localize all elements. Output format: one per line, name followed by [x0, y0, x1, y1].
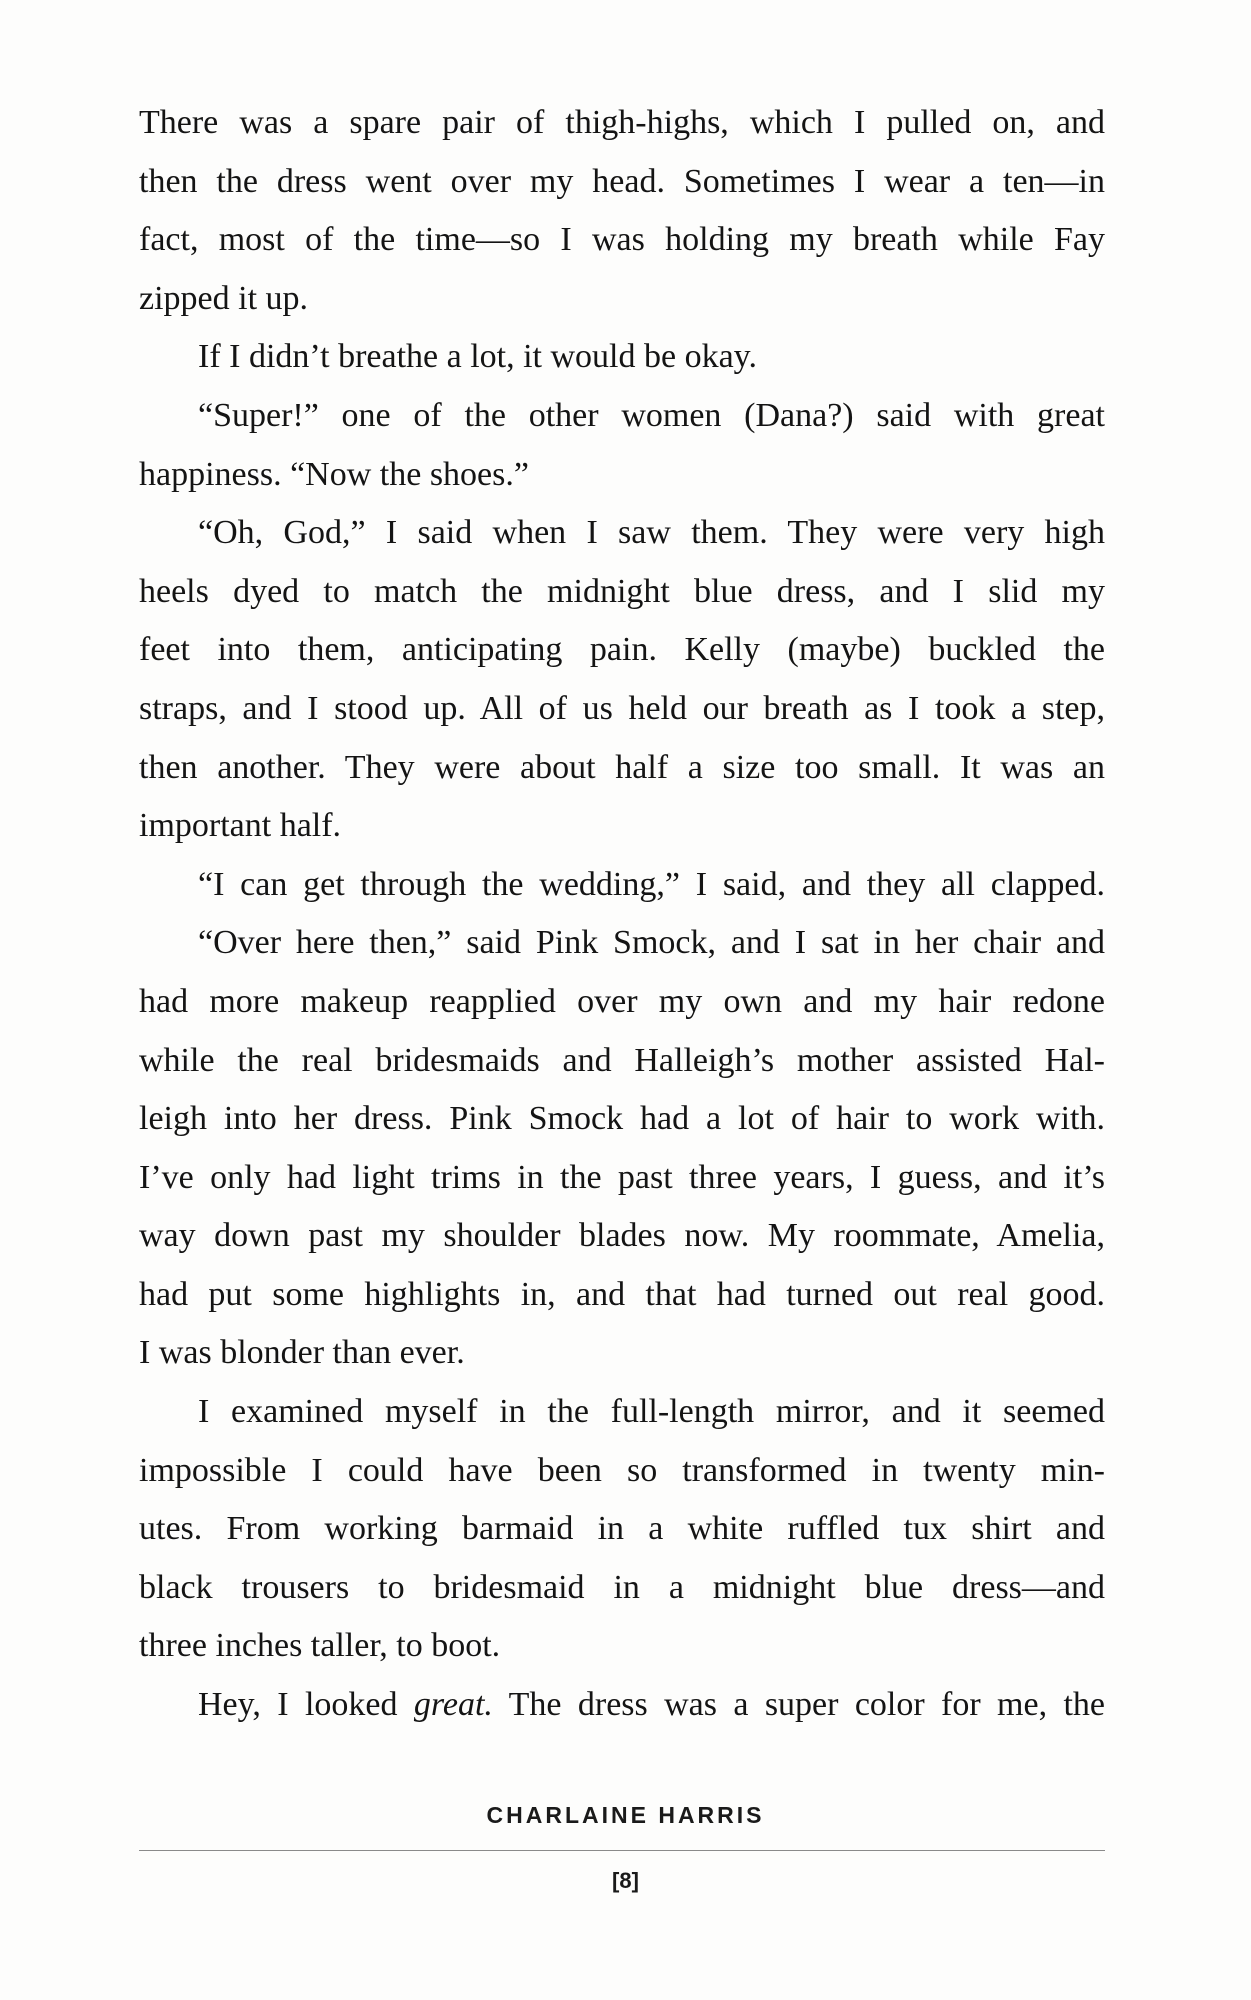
- body-line: If I didn’t breathe a lot, it would be okay.: [198, 338, 757, 376]
- body-line: then the dress went over my head. Sometimes I wear a ten—in: [139, 162, 1105, 200]
- body-line: I was blonder than ever.: [139, 1334, 465, 1372]
- body-line: had put some highlights in, and that had turned out real good.: [139, 1275, 1105, 1313]
- body-line: fact, most of the time—so I was holding my breath while Fay: [139, 221, 1105, 259]
- emphasis-text: great.: [413, 1686, 493, 1724]
- running-footer-author: CHARLAINE HARRIS: [486, 1802, 765, 1828]
- body-line: “Super!” one of the other women (Dana?) said with great: [198, 396, 1105, 434]
- footer-divider: [139, 1850, 1105, 1851]
- body-line: impossible I could have been so transformed in twenty min-: [139, 1451, 1105, 1489]
- body-line: I examined myself in the full-length mirror, and it seemed: [198, 1393, 1105, 1431]
- last-line-after: The dress was a super color for me, the: [492, 1686, 1105, 1724]
- body-line: then another. They were about half a size too small. It was an: [139, 748, 1105, 786]
- body-line: while the real bridesmaids and Halleigh’s mother assisted Hal-: [139, 1041, 1105, 1079]
- body-line: feet into them, anticipating pain. Kelly (maybe) buckled the: [139, 631, 1105, 669]
- body-line: I’ve only had light trims in the past three years, I guess, and it’s: [139, 1158, 1105, 1196]
- body-line: utes. From working barmaid in a white ruffled tux shirt and: [139, 1510, 1105, 1548]
- body-text: [139, 94, 1105, 1735]
- body-line: had more makeup reapplied over my own and my hair redone: [139, 982, 1105, 1020]
- body-line: leigh into her dress. Pink Smock had a lot of hair to work with.: [139, 1100, 1105, 1138]
- body-line: “Over here then,” said Pink Smock, and I sat in her chair and: [198, 924, 1105, 962]
- body-line: three inches taller, to boot.: [139, 1627, 501, 1665]
- body-line: black trousers to bridesmaid in a midnight blue dress—and: [139, 1568, 1105, 1606]
- body-line: way down past my shoulder blades now. My roommate, Amelia,: [139, 1217, 1105, 1255]
- body-line: happiness. “Now the shoes.”: [139, 455, 529, 493]
- body-line: straps, and I stood up. All of us held our breath as I took a step,: [139, 689, 1105, 727]
- body-line: heels dyed to match the midnight blue dress, and I slid my: [139, 572, 1105, 610]
- body-line: There was a spare pair of thigh-highs, which I pulled on, and: [139, 104, 1105, 141]
- page-number: [8]: [612, 1868, 639, 1893]
- body-line: zipped it up.: [139, 279, 309, 317]
- body-line: “I can get through the wedding,” I said, and they all clapped.: [198, 865, 1105, 903]
- body-line-last: [139, 1676, 1105, 1735]
- last-line-before: Hey, I looked: [198, 1686, 414, 1724]
- body-line: important half.: [139, 807, 342, 845]
- body-line: “Oh, God,” I said when I saw them. They were very high: [198, 514, 1105, 552]
